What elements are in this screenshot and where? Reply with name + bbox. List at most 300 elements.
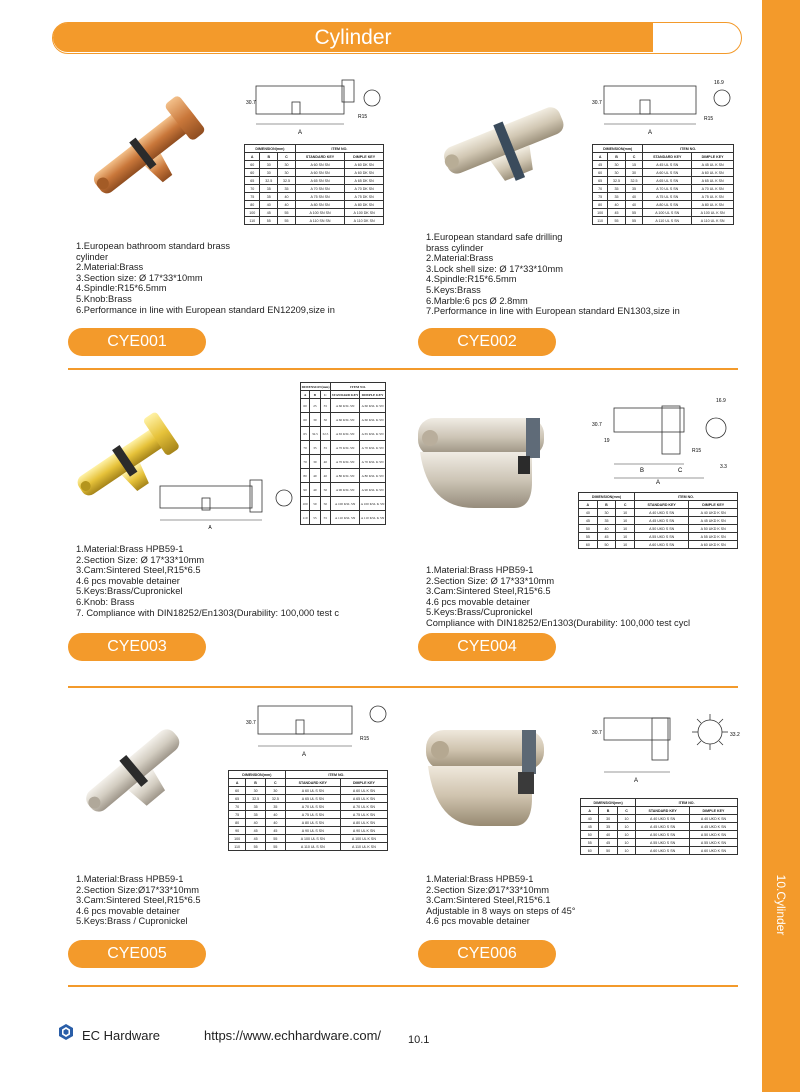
- dim-b-label: B: [639, 468, 645, 474]
- table-cell: 100: [245, 209, 260, 217]
- table-cell: A 45 UKD S SN: [634, 517, 688, 525]
- table-row: [579, 533, 738, 541]
- table-cell: 32.5: [625, 177, 643, 185]
- table-cell: 55: [625, 209, 643, 217]
- table-cell: 35: [246, 811, 266, 819]
- cye003-specs: [76, 544, 339, 618]
- table-header: B: [599, 807, 617, 815]
- table-cell: 55: [260, 217, 278, 225]
- table-cell: 40: [320, 455, 330, 469]
- table-cell: A 70 KSL K SN: [360, 455, 386, 469]
- table-cell: 55: [278, 217, 296, 225]
- table-cell: 10: [617, 839, 635, 847]
- table-header: DIMENSION(mm): [301, 384, 330, 389]
- table-cell: 60: [245, 169, 260, 177]
- table-cell: A 50 UKD K SN: [689, 525, 738, 533]
- table-cell: 40: [608, 201, 625, 209]
- spec-line: 1.Material:Brass HPB59-1: [76, 874, 184, 884]
- cye006-photo: [422, 722, 552, 832]
- radius-label: R15: [360, 736, 370, 742]
- radius-label: R15: [692, 448, 702, 454]
- table-cell: 80: [593, 201, 608, 209]
- spec-line: 1.Material:Brass HPB59-1: [76, 544, 184, 554]
- width-33-label: 3.3: [720, 464, 727, 470]
- table-cell: 10: [616, 541, 635, 549]
- section-tab-label: 10.Cylinder: [774, 874, 788, 936]
- table-cell: A 110 DK SN: [345, 217, 384, 225]
- table-cell: 40: [278, 201, 296, 209]
- dim-c-label: C: [678, 468, 683, 474]
- table-cell: 50: [579, 525, 598, 533]
- table-cell: A 100 UL S SN: [643, 209, 692, 217]
- cye006-specs: [426, 874, 575, 927]
- table-cell: A 100 UL S SN: [285, 835, 340, 843]
- table-cell: A 70 KSL SN: [331, 455, 360, 469]
- table-cell: 40: [310, 469, 320, 483]
- cye003-dimension-table: [300, 382, 386, 525]
- table-cell: 40: [597, 525, 616, 533]
- table-cell: 45: [593, 161, 608, 169]
- table-row: [301, 427, 386, 441]
- table-cell: A 55 UKD K SN: [689, 533, 738, 541]
- table-cell: 32.5: [246, 795, 266, 803]
- table-cell: 50: [310, 497, 320, 511]
- table-row: [245, 169, 384, 177]
- spec-line: 5.Keys:Brass/Cupronickel: [76, 586, 183, 597]
- table-header: DIMPLE KEY: [345, 153, 384, 161]
- cye002-code-badge[interactable]: CYE002: [418, 328, 556, 356]
- table-cell: 30: [608, 169, 625, 177]
- table-cell: A 110 SN SN: [295, 217, 344, 225]
- table-cell: A 110 KSL K SN: [360, 511, 386, 525]
- table-cell: A 40 UKD K SN: [689, 815, 737, 823]
- table-row: [245, 177, 384, 185]
- spec-line: 5.Keys:Brass/Cupronickel: [426, 607, 533, 618]
- table-cell: A 80 UL S SN: [285, 819, 340, 827]
- table-cell: 10: [616, 517, 635, 525]
- radius-label: R15: [704, 116, 714, 122]
- spec-line: 5.Keys:Brass: [426, 284, 481, 295]
- table-row: [593, 217, 734, 225]
- cye005-photo: [74, 722, 194, 822]
- table-cell: 70: [301, 441, 310, 455]
- spec-line: 1.Material:Brass HPB59-1: [426, 874, 534, 884]
- divider-bottom: [68, 985, 738, 987]
- table-cell: 40: [625, 201, 643, 209]
- table-row: [245, 201, 384, 209]
- table-header: STANDARD KEY: [295, 153, 344, 161]
- table-cell: 35: [260, 193, 278, 201]
- table-cell: 10: [616, 509, 635, 517]
- cye005-specs: [76, 874, 201, 927]
- dim-a-label: A: [647, 130, 653, 136]
- table-cell: 75: [593, 193, 608, 201]
- table-cell: 45: [265, 827, 285, 835]
- cye002-dimension-table: [592, 144, 734, 225]
- table-cell: 10: [617, 831, 635, 839]
- table-cell: A 60 UKD K SN: [689, 847, 737, 855]
- table-cell: 60: [593, 169, 608, 177]
- table-cell: 35: [599, 823, 617, 831]
- table-row: [245, 185, 384, 193]
- table-cell: A 65 UL S SN: [285, 795, 340, 803]
- table-header: DIMENSION(mm): [245, 145, 296, 153]
- table-cell: A 90 UL S SN: [285, 827, 340, 835]
- table-cell: A 100 UL K SN: [340, 835, 387, 843]
- table-cell: A 110 UL S SN: [643, 217, 692, 225]
- spec-line: Adjustable in 8 ways on steps of 45°: [426, 905, 576, 916]
- table-cell: A 50 UKD K SN: [689, 831, 737, 839]
- table-cell: A 65 SN SN: [295, 177, 344, 185]
- cye002-photo: [436, 96, 576, 196]
- table-cell: A 60 KSL K SN: [360, 399, 386, 413]
- table-cell: A 75 UL K SN: [692, 193, 734, 201]
- table-cell: A 45 UKD S SN: [636, 823, 690, 831]
- table-cell: 55: [265, 835, 285, 843]
- table-cell: 32.5: [608, 177, 625, 185]
- table-row: [301, 497, 386, 511]
- table-cell: 75: [245, 193, 260, 201]
- height-label: 30.7: [592, 422, 602, 428]
- table-header: C: [320, 391, 330, 399]
- table-row: [229, 811, 388, 819]
- table-cell: 30: [278, 161, 296, 169]
- table-cell: 40: [246, 819, 266, 827]
- cye004-dimension-table: [578, 492, 738, 549]
- height-label: 30.7: [592, 100, 602, 106]
- table-cell: 45: [260, 209, 278, 217]
- table-cell: A 55 UKD K SN: [689, 839, 737, 847]
- table-cell: 50: [597, 541, 616, 549]
- table-cell: 110: [245, 217, 260, 225]
- table-cell: 35: [246, 803, 266, 811]
- table-cell: 30: [597, 509, 616, 517]
- table-cell: A 60 UKD S SN: [634, 541, 688, 549]
- table-cell: 65: [301, 427, 310, 441]
- table-row: [229, 835, 388, 843]
- table-header: B: [260, 153, 278, 161]
- spec-line: 6.Knob: Brass: [76, 596, 135, 607]
- table-cell: 60: [301, 413, 310, 427]
- table-cell: 55: [278, 209, 296, 217]
- cye001-dimension-table: [244, 144, 384, 225]
- table-cell: 65: [229, 795, 246, 803]
- table-cell: A 60 DK SN: [345, 161, 384, 169]
- table-row: [301, 469, 386, 483]
- cye005-code-badge[interactable]: CYE005: [68, 940, 206, 968]
- table-cell: A 50 UKD S SN: [636, 831, 690, 839]
- table-cell: 40: [265, 819, 285, 827]
- table-cell: 40: [581, 815, 599, 823]
- table-row: [581, 839, 738, 847]
- table-row: [301, 441, 386, 455]
- table-row: [581, 847, 738, 855]
- table-cell: 55: [581, 839, 599, 847]
- page-title-banner: [52, 22, 742, 54]
- section-tab[interactable]: [762, 860, 800, 950]
- table-cell: 35: [320, 399, 330, 413]
- cye004-drawing: [588, 392, 738, 484]
- table-cell: A 100 KSL SN: [331, 497, 360, 511]
- table-cell: 55: [608, 217, 625, 225]
- cye004-code-badge[interactable]: CYE004: [418, 633, 556, 661]
- spec-line: 7.Performance in line with European standard EN1303,size in: [426, 306, 680, 317]
- table-row: [245, 193, 384, 201]
- table-cell: 30: [246, 787, 266, 795]
- table-row: [593, 177, 734, 185]
- spec-line: 1.Material:Brass HPB59-1: [426, 565, 534, 575]
- table-row: [581, 823, 738, 831]
- table-cell: A 110 UL K SN: [692, 217, 734, 225]
- table-cell: 35: [320, 441, 330, 455]
- spec-line: 4.6 pcs movable detainer: [76, 905, 180, 916]
- table-header: STANDARD KEY: [331, 392, 359, 397]
- table-cell: 50: [581, 831, 599, 839]
- table-cell: A 60 KSL SN: [331, 413, 360, 427]
- table-cell: A 75 UL K SN: [340, 811, 387, 819]
- spec-line: 3.Cam:Sintered Steel,R15*6.5: [76, 895, 201, 906]
- table-cell: 60: [579, 541, 598, 549]
- width-label: 16.9: [716, 398, 726, 404]
- table-cell: A 60 KSL SN: [331, 399, 360, 413]
- table-row: [593, 201, 734, 209]
- table-cell: A 70 UL K SN: [340, 803, 387, 811]
- cye006-code-badge[interactable]: CYE006: [418, 940, 556, 968]
- table-cell: 60: [301, 399, 310, 413]
- table-cell: A 60 SN SN: [295, 161, 344, 169]
- table-header: DIMENSION(mm): [579, 493, 635, 501]
- table-cell: 30: [278, 169, 296, 177]
- table-cell: 65: [593, 177, 608, 185]
- table-row: [229, 843, 388, 851]
- table-cell: 10: [617, 847, 635, 855]
- table-cell: A 60 UL S SN: [285, 787, 340, 795]
- table-cell: A 45 UL S SN: [643, 161, 692, 169]
- width-label: 16.9: [714, 80, 724, 86]
- table-cell: A 40 UKD S SN: [636, 815, 690, 823]
- table-header: ITEM NO.: [634, 493, 737, 501]
- table-header: A: [579, 501, 598, 509]
- table-cell: 70: [593, 185, 608, 193]
- table-cell: 35: [597, 517, 616, 525]
- table-cell: A 75 UL S SN: [285, 811, 340, 819]
- spec-line: 2.Section Size:Ø17*33*10mm: [426, 884, 549, 895]
- table-cell: 65: [245, 177, 260, 185]
- table-cell: A 70 UL S SN: [643, 185, 692, 193]
- table-header: DIMPLE KEY: [340, 779, 387, 787]
- table-cell: A 60 UL S SN: [643, 169, 692, 177]
- table-cell: A 60 UL K SN: [692, 169, 734, 177]
- spec-line: 3.Lock shell size: Ø 17*33*10mm: [426, 263, 563, 274]
- table-cell: 80: [245, 201, 260, 209]
- spec-line: 3.Cam:Sintered Steel,R15*6.1: [426, 895, 551, 906]
- table-cell: 35: [260, 185, 278, 193]
- table-cell: 100: [229, 835, 246, 843]
- table-cell: A 75 UL S SN: [643, 193, 692, 201]
- table-cell: A 100 UL K SN: [692, 209, 734, 217]
- table-header: DIMENSION(mm): [581, 799, 636, 807]
- table-row: [593, 209, 734, 217]
- table-cell: 35: [265, 803, 285, 811]
- table-cell: A 80 UL S SN: [643, 201, 692, 209]
- table-cell: 55: [246, 843, 266, 851]
- table-cell: A 70 KSL SN: [331, 441, 360, 455]
- cye002-drawing: [590, 74, 740, 138]
- table-cell: A 80 SN SN: [295, 201, 344, 209]
- spec-line: 2.Material:Brass: [76, 262, 144, 273]
- table-cell: A 100 SN SN: [295, 209, 344, 217]
- dim-a-label: A: [633, 778, 639, 784]
- dim-a-label: A: [655, 480, 661, 484]
- page-title: Cylinder: [314, 26, 392, 49]
- table-cell: 90: [229, 827, 246, 835]
- table-cell: 35: [608, 193, 625, 201]
- table-cell: 75: [229, 811, 246, 819]
- table-header: A: [229, 779, 246, 787]
- table-cell: 32.5: [310, 427, 320, 441]
- table-header: ITEM NO.: [285, 771, 387, 779]
- table-row: [301, 483, 386, 497]
- table-cell: A 65 UL K SN: [692, 177, 734, 185]
- spec-line: 5.Keys:Brass / Cupronickel: [76, 916, 188, 927]
- table-cell: A 110 UL K SN: [340, 843, 387, 851]
- table-header: ITEM NO.: [295, 145, 383, 153]
- table-cell: 55: [320, 511, 330, 525]
- table-cell: A 65 KSL K SN: [360, 427, 386, 441]
- table-cell: A 100 KSL K SN: [360, 497, 386, 511]
- height-19-label: 19: [604, 438, 610, 444]
- cye002-specs: [426, 232, 680, 317]
- table-cell: 80: [301, 469, 310, 483]
- table-header: A: [581, 807, 599, 815]
- table-cell: 35: [278, 185, 296, 193]
- height-label: 30.7: [246, 100, 256, 106]
- table-header: DIMENSION(mm): [593, 145, 643, 153]
- table-cell: 45: [597, 533, 616, 541]
- table-cell: A 70 UL K SN: [692, 185, 734, 193]
- table-header: STANDARD KEY: [643, 153, 692, 161]
- cye003-code-badge[interactable]: CYE003: [68, 633, 206, 661]
- table-row: [581, 831, 738, 839]
- dim-a-label: A: [208, 525, 212, 531]
- table-cell: A 40 UKD S SN: [634, 509, 688, 517]
- table-header: ITEM NO.: [636, 799, 738, 807]
- table-header: DIMPLE KEY: [692, 153, 734, 161]
- table-cell: 55: [625, 217, 643, 225]
- table-cell: A 90 KSL K SN: [360, 483, 386, 497]
- table-cell: A 80 KSL K SN: [360, 469, 386, 483]
- table-cell: 50: [599, 847, 617, 855]
- brand-logo-icon: [58, 1024, 74, 1040]
- table-cell: 50: [320, 483, 330, 497]
- divider-row-1: [68, 368, 738, 370]
- table-cell: 40: [310, 483, 320, 497]
- table-cell: 40: [278, 193, 296, 201]
- spec-line: 3.Cam:Sintered Steel,R15*6.5: [426, 586, 551, 597]
- table-header: STANDARD KEY: [634, 501, 688, 509]
- table-cell: 30: [608, 161, 625, 169]
- table-cell: A 55 UKD S SN: [636, 839, 690, 847]
- table-cell: 50: [320, 497, 330, 511]
- table-cell: A 45 UKD K SN: [689, 823, 737, 831]
- table-header: C: [617, 807, 635, 815]
- table-cell: 40: [579, 509, 598, 517]
- height-label: 30.7: [592, 730, 602, 736]
- table-cell: 32.5: [320, 427, 330, 441]
- table-cell: 110: [229, 843, 246, 851]
- page-number: 10.1: [408, 1034, 430, 1046]
- table-cell: 32.5: [260, 177, 278, 185]
- table-cell: 55: [310, 511, 320, 525]
- spec-line: 3.Section size: Ø 17*33*10mm: [76, 272, 203, 283]
- table-header: STANDARD KEY: [285, 779, 340, 787]
- table-cell: 40: [599, 831, 617, 839]
- spec-line: 6.Marble:6 pcs Ø 2.8mm: [426, 295, 528, 306]
- spec-line: 1.European standard safe drilling: [426, 232, 563, 242]
- table-cell: 30: [260, 169, 278, 177]
- table-header: ITEM NO.: [331, 383, 386, 391]
- table-cell: 35: [310, 441, 320, 455]
- table-cell: A 40 UKD K SN: [689, 509, 738, 517]
- table-cell: A 75 SN SN: [295, 193, 344, 201]
- table-row: [245, 209, 384, 217]
- table-row: [579, 517, 738, 525]
- table-cell: 110: [301, 511, 310, 525]
- table-cell: 32.5: [265, 795, 285, 803]
- table-cell: A 110 KSL SN: [331, 511, 360, 525]
- table-cell: A 55 UKD S SN: [634, 533, 688, 541]
- table-row: [593, 169, 734, 177]
- table-cell: 30: [310, 455, 320, 469]
- table-cell: 30: [265, 787, 285, 795]
- table-cell: A 110 UL S SN: [285, 843, 340, 851]
- table-cell: A 60 UL K SN: [340, 787, 387, 795]
- spec-line: 6.Performance in line with European standard EN12209,size in: [76, 304, 335, 315]
- table-cell: A 70 SN SN: [295, 185, 344, 193]
- spec-line: Compliance with DIN18252/En1303(Durability: 100,000 test cycl: [426, 617, 691, 628]
- table-cell: 30: [320, 413, 330, 427]
- divider-row-2: [68, 686, 738, 688]
- cye005-dimension-table: [228, 770, 388, 851]
- spec-line: 4.6 pcs movable detainer: [76, 575, 180, 586]
- table-cell: 90: [301, 483, 310, 497]
- cye001-code-badge[interactable]: CYE001: [68, 328, 206, 356]
- table-cell: A 65 KSL SN: [331, 427, 360, 441]
- spec-line: 5.Knob:Brass: [76, 293, 132, 304]
- table-cell: 32.5: [278, 177, 296, 185]
- table-header: C: [278, 153, 296, 161]
- cye006-dimension-table: [580, 798, 738, 855]
- table-cell: A 80 DK SN: [345, 201, 384, 209]
- spec-line: 2.Section Size: Ø 17*33*10mm: [76, 554, 205, 565]
- table-cell: 70: [245, 185, 260, 193]
- table-row: [579, 525, 738, 533]
- table-header: DIMPLE KEY: [689, 807, 737, 815]
- table-row: [593, 161, 734, 169]
- table-cell: A 70 UL S SN: [285, 803, 340, 811]
- spec-line: 2.Material:Brass: [426, 253, 494, 264]
- spec-line: 7. Compliance with DIN18252/En1303(Durability: 100,000 test c: [76, 607, 340, 618]
- table-row: [301, 413, 386, 427]
- table-cell: A 60 UKD S SN: [636, 847, 690, 855]
- table-header: A: [301, 391, 310, 399]
- table-row: [229, 803, 388, 811]
- footer-url-link[interactable]: https://www.echhardware.com/: [204, 1028, 382, 1043]
- table-cell: A 90 UL K SN: [340, 827, 387, 835]
- spec-line: 1.European bathroom standard brass: [76, 241, 231, 251]
- table-cell: A 90 KSL SN: [331, 483, 360, 497]
- table-cell: A 80 UL K SN: [340, 819, 387, 827]
